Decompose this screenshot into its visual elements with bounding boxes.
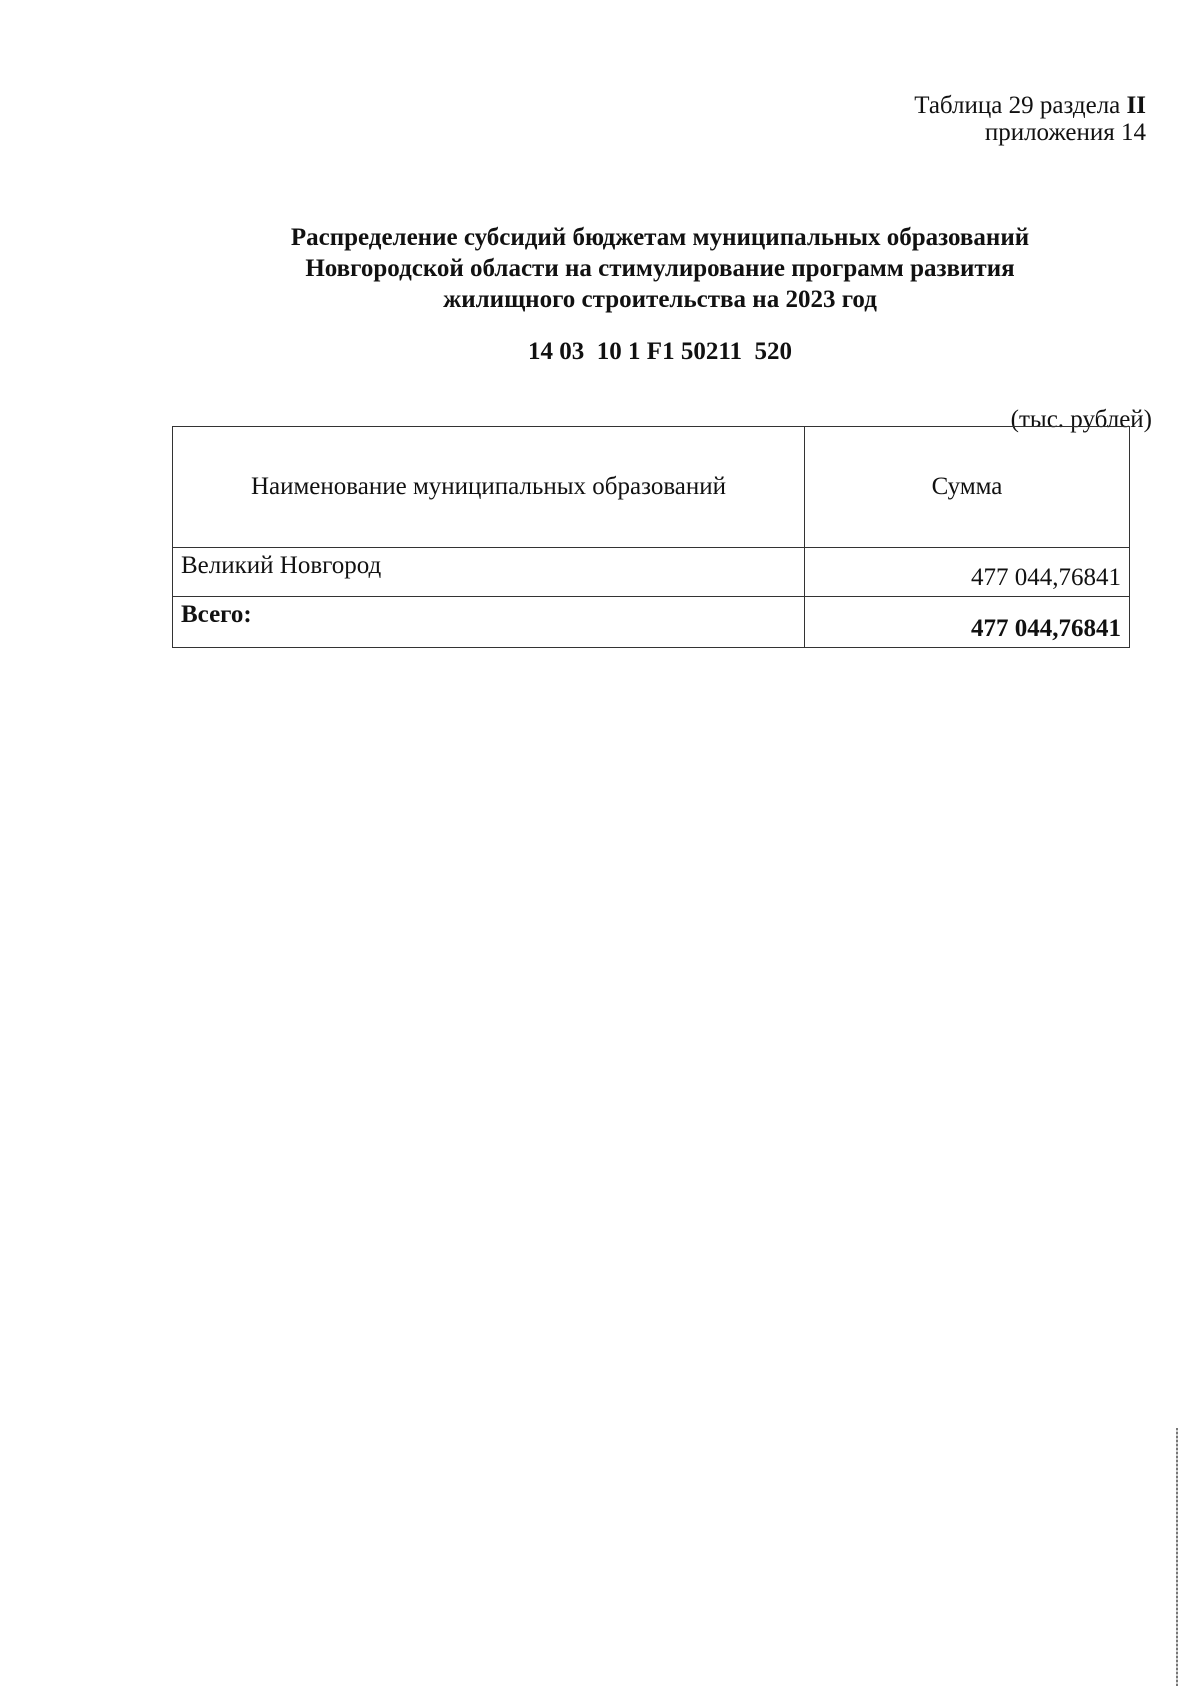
table-row xyxy=(173,548,1130,597)
row-municipality: Великий Новгород xyxy=(173,548,805,597)
header-municipality: Наименование муниципальных образований xyxy=(173,427,805,548)
total-amount: 477 044,76841 xyxy=(805,597,1130,648)
title-line-1: Распределение субсидий бюджетам муниципальных образований xyxy=(290,224,1030,251)
title-line-3: жилищного строительства на 2023 год xyxy=(443,286,877,313)
section-number: II xyxy=(1126,92,1146,119)
subsidy-table xyxy=(172,426,1130,648)
units-label: (тыс. рублей) xyxy=(1010,406,1152,433)
header-amount: Сумма xyxy=(805,427,1130,548)
reference-line-2: приложения 14 xyxy=(984,119,1146,146)
document-title xyxy=(200,222,1120,315)
table-reference xyxy=(914,92,1146,146)
row-amount: 477 044,76841 xyxy=(805,548,1130,597)
table-header-row xyxy=(173,427,1130,548)
reference-line-1: Таблица 29 раздела II xyxy=(914,92,1146,119)
total-row xyxy=(173,597,1130,648)
total-label: Всего: xyxy=(173,597,805,648)
budget-code: 14 03 10 1 F1 50211 520 xyxy=(528,338,792,365)
scan-edge-artifact xyxy=(1176,1428,1178,1686)
title-line-2: Новгородской области на стимулирование программ развития xyxy=(305,255,1015,282)
